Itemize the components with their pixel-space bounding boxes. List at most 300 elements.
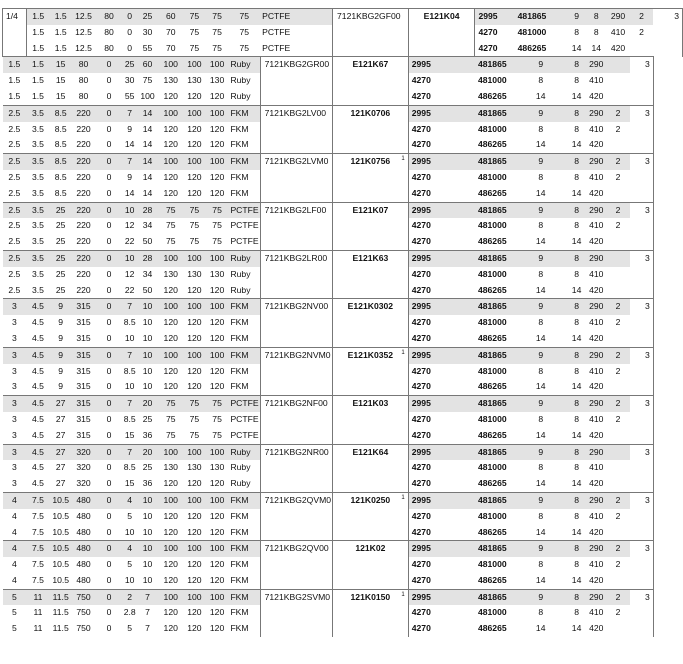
- table-cell: 3.5: [26, 154, 50, 170]
- table-row-group: [3, 9, 683, 57]
- table-cell: 8: [574, 220, 579, 231]
- table-cell: 8: [574, 123, 579, 134]
- table-cell: 410: [610, 26, 626, 37]
- table-cell: FKM: [228, 541, 260, 557]
- table-cell: 10.5: [52, 510, 70, 521]
- table-cell: 25: [55, 220, 66, 231]
- table-cell: 320: [76, 478, 91, 489]
- table-cell: 75: [239, 26, 250, 37]
- table-cell: 10: [137, 347, 159, 363]
- kit-number: E121K63: [352, 252, 389, 263]
- table-cell: 481000: [477, 413, 507, 424]
- table-cell: 2: [615, 123, 621, 134]
- table-cell: 80: [78, 75, 89, 86]
- table-cell: 0: [95, 250, 122, 266]
- table-cell: 15: [55, 75, 66, 86]
- table-cell: 75: [165, 236, 176, 247]
- table-cell: 14: [571, 187, 582, 198]
- table-cell: 0: [106, 623, 112, 634]
- pack-quantity-cell: 3: [630, 154, 653, 202]
- table-cell: 75: [183, 396, 206, 412]
- table-cell: 8.5: [123, 462, 136, 473]
- table-cell: [606, 476, 630, 492]
- table-cell: 3.5: [26, 105, 50, 121]
- pack-quantity-cell: 3: [630, 57, 653, 105]
- kit-number-cell: [333, 299, 409, 347]
- table-cell: 220: [72, 250, 96, 266]
- table-cell: 75: [165, 220, 176, 231]
- table-cell: 100: [206, 105, 229, 121]
- table-cell: 481865: [475, 154, 515, 170]
- table-cell: 4: [11, 510, 17, 521]
- table-cell: 481000: [477, 365, 507, 376]
- part-number-cell: 7121KBG2SVM0: [260, 589, 332, 637]
- table-cell: 130: [209, 462, 225, 473]
- table-cell: 14: [535, 332, 546, 343]
- table-row-group: [3, 541, 683, 589]
- size-cell: 1/4: [3, 9, 27, 57]
- table-cell: 486265: [477, 526, 507, 537]
- table-cell: 2.5: [8, 284, 21, 295]
- table-cell: 2995: [408, 396, 475, 412]
- table-cell: 420: [589, 574, 604, 585]
- table-cell: 75: [206, 9, 229, 25]
- footnote-marker: 1: [401, 156, 405, 163]
- kit-number-cell: [333, 154, 409, 202]
- table-row: [3, 589, 683, 605]
- table-row-group: [3, 154, 683, 202]
- table-cell: 486265: [477, 623, 507, 634]
- table-cell: 420: [589, 332, 604, 343]
- table-cell: 10: [142, 526, 153, 537]
- table-cell: FKM: [230, 526, 249, 537]
- table-cell: 14: [124, 187, 135, 198]
- table-cell: 9: [127, 123, 133, 134]
- table-cell: 20: [137, 396, 159, 412]
- table-cell: 27: [55, 413, 66, 424]
- table-cell: 75: [212, 42, 222, 53]
- table-cell: FKM: [228, 154, 260, 170]
- table-cell: 120: [209, 317, 225, 328]
- table-cell: 75: [183, 9, 206, 25]
- part-number-cell: 7121KBG2LV00: [260, 105, 332, 153]
- table-cell: 0: [106, 236, 112, 247]
- table-cell: 3.5: [26, 250, 50, 266]
- table-cell: 120: [187, 123, 202, 134]
- table-cell: 14: [124, 139, 135, 150]
- table-cell: 120: [163, 623, 178, 634]
- table-cell: 2.5: [3, 105, 27, 121]
- table-cell: 10.5: [52, 526, 70, 537]
- table-cell: 75: [189, 413, 200, 424]
- table-cell: [606, 444, 630, 460]
- table-cell: 410: [589, 365, 604, 376]
- table-cell: 3.5: [32, 284, 44, 295]
- table-row-group: [3, 105, 683, 153]
- table-cell: Ruby: [230, 478, 251, 489]
- table-cell: 120: [163, 381, 178, 392]
- table-cell: 7: [123, 444, 137, 460]
- table-cell: 8: [574, 510, 579, 521]
- table-cell: 2995: [408, 347, 475, 363]
- table-cell: 5: [127, 559, 133, 570]
- table-cell: 120: [163, 365, 178, 376]
- table-cell: 100: [206, 541, 229, 557]
- table-cell: PCTFE: [230, 236, 259, 247]
- table-cell: 25: [137, 9, 159, 25]
- table-cell: 4.5: [32, 478, 44, 489]
- table-cell: 290: [586, 154, 606, 170]
- table-cell: 120: [209, 90, 225, 101]
- table-cell: 750: [76, 607, 91, 618]
- table-row: [3, 396, 683, 412]
- table-cell: 10: [137, 492, 159, 508]
- table-cell: 1.5: [26, 9, 50, 25]
- table-cell: 3.5: [26, 202, 50, 218]
- table-cell: 2.8: [123, 607, 136, 618]
- kit-number: 121K0706: [350, 107, 391, 118]
- table-cell: 8: [593, 26, 599, 37]
- table-cell: 75: [189, 26, 200, 37]
- table-cell: 10: [142, 365, 153, 376]
- kit-number: 121K0756: [350, 156, 391, 167]
- kit-number: E121K0302: [347, 301, 394, 312]
- table-cell: 4270: [408, 621, 475, 637]
- table-cell: 120: [209, 284, 225, 295]
- table-cell: 14: [535, 139, 546, 150]
- table-cell: 410: [589, 123, 604, 134]
- table-cell: 486265: [477, 187, 507, 198]
- table-cell: 120: [187, 90, 202, 101]
- table-cell: 0: [106, 139, 112, 150]
- table-cell: 14: [142, 123, 153, 134]
- table-cell: 0: [106, 381, 112, 392]
- table-cell: 130: [187, 268, 202, 279]
- table-cell: 315: [76, 332, 91, 343]
- table-cell: 480: [72, 541, 96, 557]
- table-cell: 3: [3, 396, 27, 412]
- table-cell: 2995: [408, 589, 475, 605]
- table-cell: 14: [571, 526, 582, 537]
- table-cell: 1.5: [8, 90, 21, 101]
- table-cell: 8: [574, 317, 579, 328]
- table-cell: 7: [123, 396, 137, 412]
- table-cell: 8: [538, 462, 544, 473]
- table-row: [3, 154, 683, 170]
- table-cell: 3.5: [32, 236, 44, 247]
- table-cell: 100: [206, 347, 229, 363]
- table-cell: 486265: [517, 42, 547, 53]
- table-cell: 0: [106, 220, 112, 231]
- table-row-group: [3, 57, 683, 105]
- table-cell: 2995: [408, 250, 475, 266]
- table-cell: 4270: [408, 170, 475, 186]
- table-cell: 75: [206, 396, 229, 412]
- table-cell: PCTFE: [230, 429, 259, 440]
- table-cell: 120: [187, 574, 202, 585]
- table-cell: 130: [209, 75, 225, 86]
- table-cell: 100: [183, 299, 206, 315]
- table-cell: FKM: [230, 559, 249, 570]
- table-cell: 14: [571, 623, 582, 634]
- table-cell: [606, 57, 630, 73]
- table-cell: 100: [206, 492, 229, 508]
- table-cell: 0: [95, 202, 122, 218]
- table-cell: 15: [50, 57, 72, 73]
- table-cell: 8: [538, 365, 544, 376]
- table-cell: 0: [95, 347, 122, 363]
- table-cell: Ruby: [230, 462, 251, 473]
- table-cell: 30: [124, 75, 135, 86]
- table-row-group: [3, 347, 683, 395]
- table-cell: 8: [567, 347, 587, 363]
- table-cell: 120: [209, 574, 225, 585]
- table-cell: [606, 331, 630, 347]
- table-cell: 9: [58, 332, 64, 343]
- table-cell: 4.5: [32, 317, 44, 328]
- pack-quantity-cell: 3: [630, 250, 653, 298]
- table-cell: 4: [123, 541, 137, 557]
- table-cell: Ruby: [230, 90, 251, 101]
- table-cell: 7.5: [32, 526, 44, 537]
- table-cell: 10: [142, 381, 153, 392]
- table-cell: 3.5: [32, 268, 44, 279]
- table-cell: FKM: [230, 332, 249, 343]
- table-cell: 10.5: [52, 559, 70, 570]
- table-row-group: [3, 492, 683, 540]
- kit-number: 121K0150: [350, 591, 391, 602]
- table-cell: 2: [639, 26, 644, 37]
- table-cell: 8: [538, 413, 544, 424]
- table-cell: 100: [158, 299, 183, 315]
- table-cell: 14: [535, 236, 546, 247]
- table-cell: 100: [183, 444, 206, 460]
- table-cell: 8: [538, 268, 544, 279]
- table-cell: 0: [95, 299, 122, 315]
- table-row: [3, 444, 683, 460]
- table-cell: 8: [567, 250, 587, 266]
- table-cell: 1.5: [32, 42, 45, 53]
- table-cell: [606, 267, 630, 283]
- table-cell: 9: [515, 57, 567, 73]
- table-cell: 80: [72, 57, 96, 73]
- table-cell: 7: [145, 607, 150, 618]
- table-cell: 410: [589, 607, 604, 618]
- table-cell: 1.5: [32, 26, 45, 37]
- table-cell: 9: [58, 365, 64, 376]
- table-cell: 25: [142, 462, 153, 473]
- table-cell: 75: [228, 9, 260, 25]
- table-cell: 290: [586, 57, 606, 73]
- table-cell: 0: [106, 171, 112, 182]
- table-cell: [606, 234, 630, 250]
- table-cell: 75: [189, 42, 200, 53]
- table-cell: 4.5: [32, 462, 44, 473]
- table-cell: PCTFE: [228, 202, 260, 218]
- table-cell: 25: [50, 202, 72, 218]
- table-cell: 1.5: [54, 26, 67, 37]
- table-cell: 120: [163, 139, 178, 150]
- table-cell: 25: [55, 284, 66, 295]
- table-cell: 9: [515, 299, 567, 315]
- table-cell: 750: [76, 623, 91, 634]
- table-cell: 8: [567, 57, 587, 73]
- table-cell: 8.5: [123, 413, 136, 424]
- pack-quantity-cell: 3: [630, 299, 653, 347]
- table-cell: 14: [571, 236, 582, 247]
- table-cell: [606, 137, 630, 153]
- table-cell: 4270: [408, 73, 475, 89]
- table-cell: 34: [142, 220, 153, 231]
- table-cell: 481000: [477, 268, 507, 279]
- table-cell: 420: [610, 42, 626, 53]
- table-cell: 5: [127, 510, 133, 521]
- table-cell: 130: [163, 462, 178, 473]
- table-cell: 0: [106, 268, 112, 279]
- table-cell: 2: [615, 559, 621, 570]
- table-cell: 0: [106, 478, 112, 489]
- table-cell: 481865: [475, 105, 515, 121]
- table-cell: 410: [589, 510, 604, 521]
- table-cell: 481000: [477, 75, 507, 86]
- table-cell: 4270: [408, 379, 475, 395]
- table-cell: 14: [142, 171, 153, 182]
- table-cell: 12.5: [75, 26, 92, 37]
- table-cell: 9: [127, 171, 133, 182]
- table-cell: 14: [535, 284, 546, 295]
- table-cell: 120: [187, 510, 202, 521]
- kit-number-cell: [333, 541, 409, 589]
- pack-quantity-cell: 3: [630, 541, 653, 589]
- table-cell: 36: [142, 429, 153, 440]
- table-cell: 8.5: [54, 139, 67, 150]
- table-cell: 14: [571, 139, 582, 150]
- table-cell: 11: [33, 623, 43, 634]
- table-cell: 315: [72, 347, 96, 363]
- table-cell: 486265: [477, 478, 507, 489]
- table-cell: 11.5: [50, 589, 72, 605]
- table-cell: 8: [574, 75, 579, 86]
- table-cell: 8: [538, 317, 544, 328]
- table-cell: 14: [535, 381, 546, 392]
- table-cell: 8: [574, 365, 579, 376]
- table-cell: 50: [142, 284, 153, 295]
- table-cell: 8.5: [54, 171, 67, 182]
- table-cell: 1.5: [54, 42, 67, 53]
- table-cell: 3.5: [32, 220, 44, 231]
- table-cell: 3.5: [32, 171, 44, 182]
- table-cell: 120: [187, 332, 202, 343]
- table-row-group: [3, 444, 683, 492]
- table-cell: 120: [209, 365, 225, 376]
- table-cell: 420: [589, 526, 604, 537]
- table-cell: 2: [615, 220, 621, 231]
- table-cell: 0: [106, 429, 112, 440]
- kit-number: E121K64: [352, 446, 389, 457]
- table-cell: 2: [606, 541, 630, 557]
- table-cell: 75: [165, 413, 176, 424]
- table-cell: PCTFE: [262, 42, 291, 53]
- table-cell: 290: [586, 444, 606, 460]
- table-cell: 14: [535, 478, 546, 489]
- table-cell: 0: [95, 396, 122, 412]
- table-cell: 25: [55, 236, 66, 247]
- table-cell: Ruby: [230, 268, 251, 279]
- table-cell: 4: [11, 526, 17, 537]
- table-cell: 220: [76, 268, 91, 279]
- table-cell: 10: [137, 299, 159, 315]
- table-cell: 8.5: [50, 154, 72, 170]
- table-cell: 14: [535, 526, 546, 537]
- table-cell: 0: [127, 26, 133, 37]
- table-cell: 25: [50, 250, 72, 266]
- table-cell: 25: [142, 413, 153, 424]
- table-cell: 3: [11, 413, 17, 424]
- table-cell: 130: [209, 268, 225, 279]
- table-cell: 4: [11, 559, 17, 570]
- kit-number-cell: [333, 589, 409, 637]
- kit-number: 121K0250: [350, 494, 391, 505]
- table-cell: 8.5: [123, 365, 136, 376]
- table-cell: 8: [586, 9, 606, 25]
- table-cell: 4.5: [32, 381, 44, 392]
- table-cell: 486265: [477, 90, 507, 101]
- pack-quantity-cell: 3: [630, 347, 653, 395]
- table-cell: 0: [106, 607, 112, 618]
- table-cell: 120: [209, 171, 225, 182]
- table-cell: 290: [586, 347, 606, 363]
- table-cell: 480: [76, 510, 91, 521]
- table-cell: 120: [209, 607, 225, 618]
- pack-quantity-cell: 3: [630, 202, 653, 250]
- table-cell: 0: [95, 492, 122, 508]
- table-cell: 120: [187, 478, 202, 489]
- table-cell: 120: [163, 317, 178, 328]
- table-cell: 80: [78, 90, 89, 101]
- table-cell: 481000: [517, 26, 547, 37]
- table-cell: 481865: [475, 347, 515, 363]
- table-cell: 220: [76, 284, 91, 295]
- table-cell: 75: [158, 202, 183, 218]
- table-cell: 100: [158, 541, 183, 557]
- table-cell: 14: [142, 139, 153, 150]
- table-cell: FKM: [230, 607, 249, 618]
- table-cell: 9: [515, 492, 567, 508]
- table-cell: 120: [163, 123, 178, 134]
- table-cell: 100: [158, 250, 183, 266]
- table-cell: 420: [589, 429, 604, 440]
- table-cell: 60: [137, 57, 159, 73]
- table-cell: 36: [142, 478, 153, 489]
- table-cell: 8: [538, 220, 544, 231]
- table-cell: 120: [187, 284, 202, 295]
- table-cell: 0: [95, 154, 122, 170]
- table-cell: 2: [615, 510, 621, 521]
- part-number-cell: 7121KBG2QV00: [260, 541, 332, 589]
- table-cell: 2: [606, 396, 630, 412]
- part-number-cell: 7121KBG2NF00: [260, 396, 332, 444]
- table-cell: 9: [515, 154, 567, 170]
- table-cell: 120: [163, 607, 178, 618]
- table-cell: [606, 283, 630, 299]
- table-cell: 481865: [475, 202, 515, 218]
- table-cell: 4.5: [26, 396, 50, 412]
- table-cell: 420: [589, 623, 604, 634]
- table-cell: 75: [212, 429, 222, 440]
- table-row: [3, 347, 683, 363]
- table-cell: 1.5: [32, 75, 44, 86]
- table-cell: 8: [567, 299, 587, 315]
